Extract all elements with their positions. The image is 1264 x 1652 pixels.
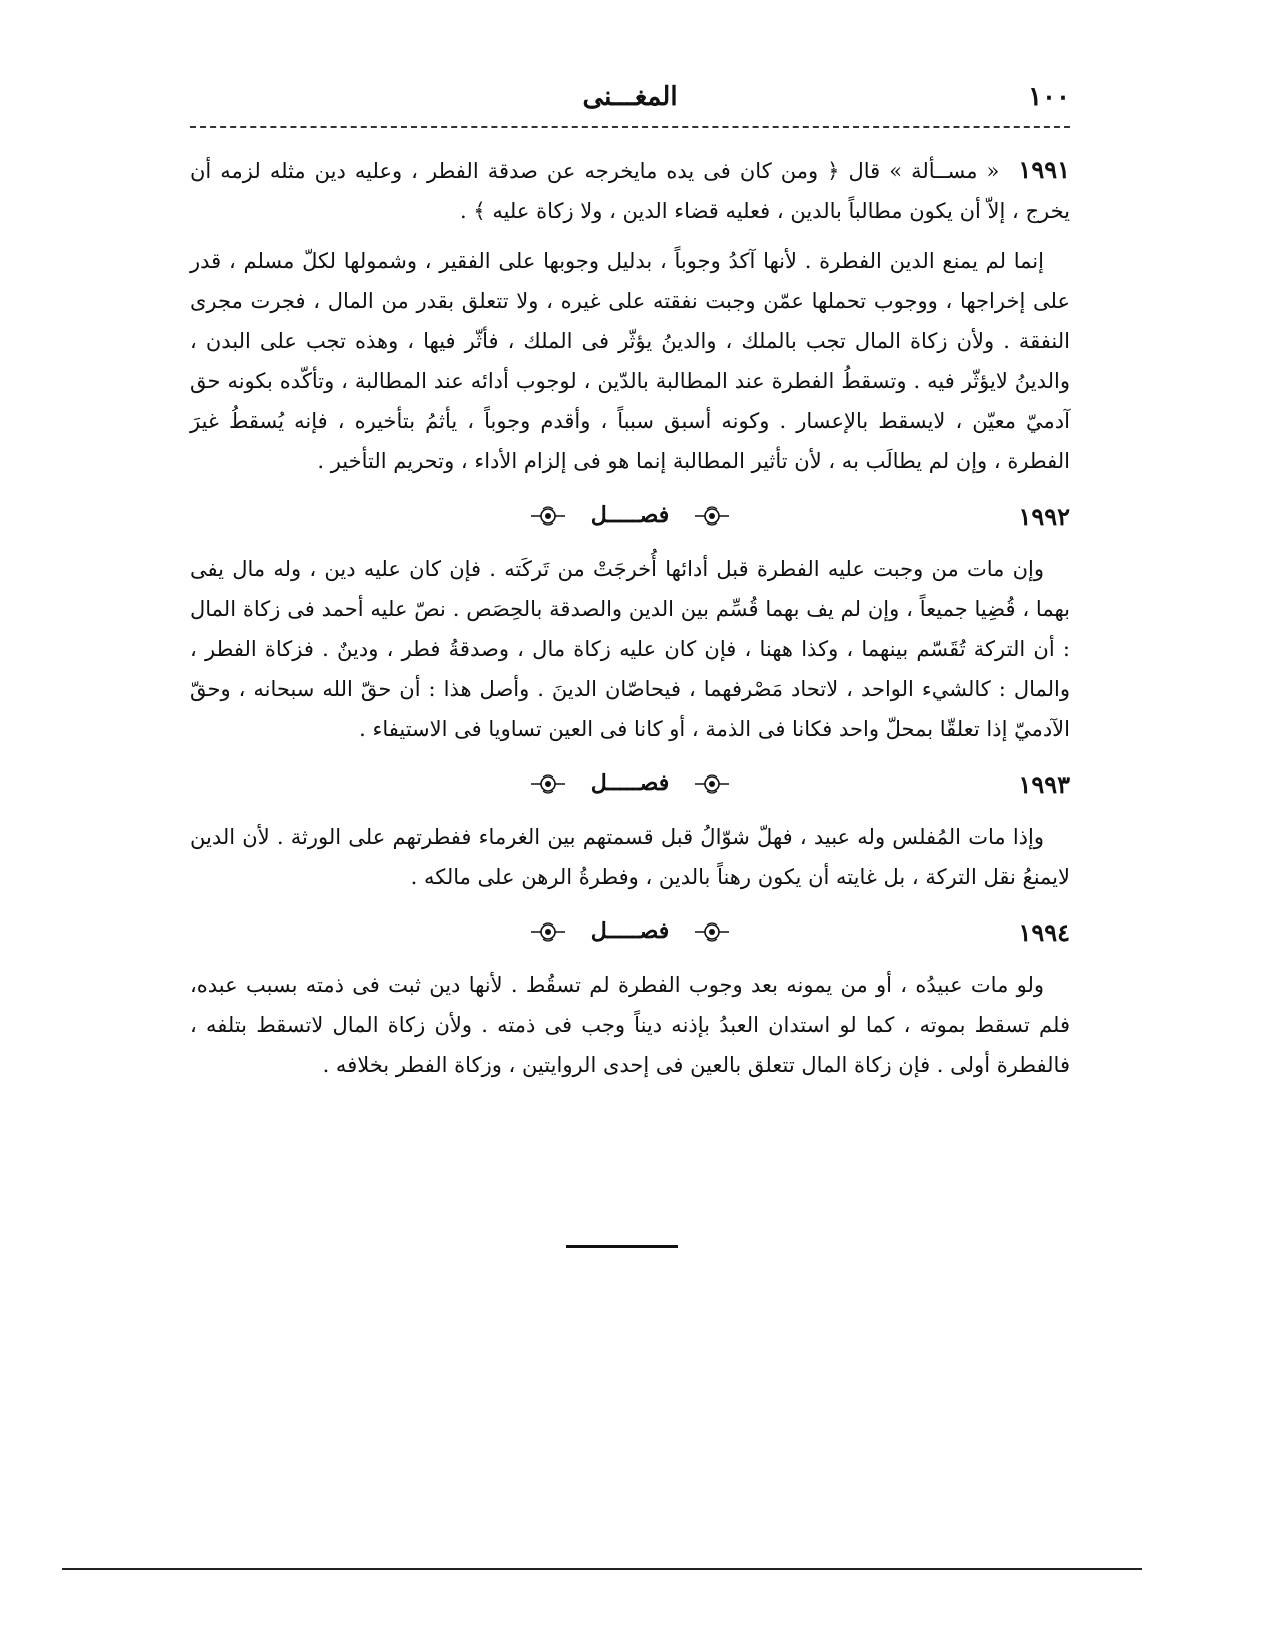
section-heading	[190, 759, 1070, 811]
section-paragraph: وإن مات من وجبت عليه الفطرة قبل أدائها أُخرجَتْ من تَركَته . فإن كان عليه دين ، وله مال يفى بهما ، قُضِيا جميعاً ، وإن لم يف بهما قُسِّم بين الدين والصدقة بالحِصَص . نصّ عليه أحمد فى زكاة المال : أن التركة تُقَسّم بينهما ، وكذا ههنا ، فإن كان عليه زكاة مال ، وصدقةُ فطر ، ودينٌ . فزكاة الفطر ، والمال : كالشيء الواحد ، لاتحاد مَصْرفهما ، فيحاصّان الدينَ . وأصل هذا : أن حقّ الله سبحانه ، وحقّ الآدميّ إذا تعلقّا بمحلّ واحد فكانا فى الذمة ، أو كانا فى العين تساويا فى الاستيفاء .	[190, 557, 1070, 741]
issue-quote: « مســألة » قال ﴿ ومن كان فى يده مايخرجه عن صدقة الفطر ، وعليه دين مثله لزمه أن يخرج ، إلاّ أن يكون مطالباً بالدين ، فعليه قضاء الدين ، ولا زكاة عليه ﴾ .	[190, 159, 1070, 223]
section-number: ١٩٩٣	[1018, 770, 1070, 799]
header-divider	[190, 126, 1070, 128]
section-heading	[190, 907, 1070, 959]
ornament-icon	[693, 505, 731, 527]
footer-divider	[62, 1568, 1142, 1570]
commentary-paragraph: إنما لم يمنع الدين الفطرة . لأنها آكدُ وجوباً ، بدليل وجوبها على الفقير ، وشمولها لكلّ مسلم ، قدر على إخراجها ، ووجوب تحملها عمّن وجبت نفقته على غيره ، ولا تتعلق بقدر من المال ، فجرت مجرى النفقة . ولأن زكاة المال تجب بالملك ، والدينُ يؤثّر فى الملك ، فأثّر فيها ، وهذه تجب على البدن ، والدينُ لايؤثّر فيه . وتسقطُ الفطرة عند المطالبة بالدّين ، لوجوب أدائه عند المطالبة ، وتأكّده بكونه حق آدميّ معيّن ، لايسقط بالإعسار . وكونه أسبق سبباً ، وأقدم وجوباً ، يأثمُ بتأخيره ، فإنه يُسقطُ غيرَ الفطرة ، وإن لم يطالَب به ، لأن تأثير المطالبة إنما هو فى إلزام الأداء ، وتحريم التأخير .	[190, 249, 1070, 473]
issue-number: ١٩٩١	[1018, 155, 1070, 184]
section-number: ١٩٩٢	[1018, 502, 1070, 531]
section-heading	[190, 491, 1070, 543]
page-number: ١٠٠	[1028, 82, 1070, 112]
section-paragraph: ولو مات عبيدُه ، أو من يمونه بعد وجوب الفطرة لم تسقُط . لأنها دين ثبت فى ذمته بسبب عبده، فلم تسقط بموته ، كما لو استدان العبدُ بإذنه ديناً وجب فى ذمته . ولأن زكاة المال لاتسقط بتلفه ، فالفطرة أولى . فإن زكاة المال تتعلق بالعين فى إحدى الروايتين ، وزكاة الفطر بخلافه .	[190, 973, 1070, 1077]
ornament-icon	[529, 921, 567, 943]
ornament-icon	[693, 921, 731, 943]
ornament-icon	[529, 505, 567, 527]
book-title: المغـــنى	[582, 82, 678, 112]
ornament-icon	[693, 773, 731, 795]
text-body	[190, 150, 1070, 1095]
ornament-icon	[529, 773, 567, 795]
section-title: فصـــــل	[590, 918, 670, 944]
section-paragraph: وإذا مات المُفلس وله عبيد ، فهلّ شوّالُ قبل قسمتهم بين الغرماء ففطرتهم على الورثة . لأن الدين لايمنعُ نقل التركة ، بل غايته أن يكون رهناً بالدين ، وفطرةُ الرهن على مالكه .	[190, 825, 1070, 889]
end-divider	[566, 1245, 678, 1248]
section-title: فصـــــل	[590, 502, 670, 528]
issue-paragraph	[190, 150, 1070, 231]
running-head	[190, 78, 1070, 122]
section-number: ١٩٩٤	[1018, 918, 1070, 947]
section-title: فصـــــل	[590, 770, 670, 796]
